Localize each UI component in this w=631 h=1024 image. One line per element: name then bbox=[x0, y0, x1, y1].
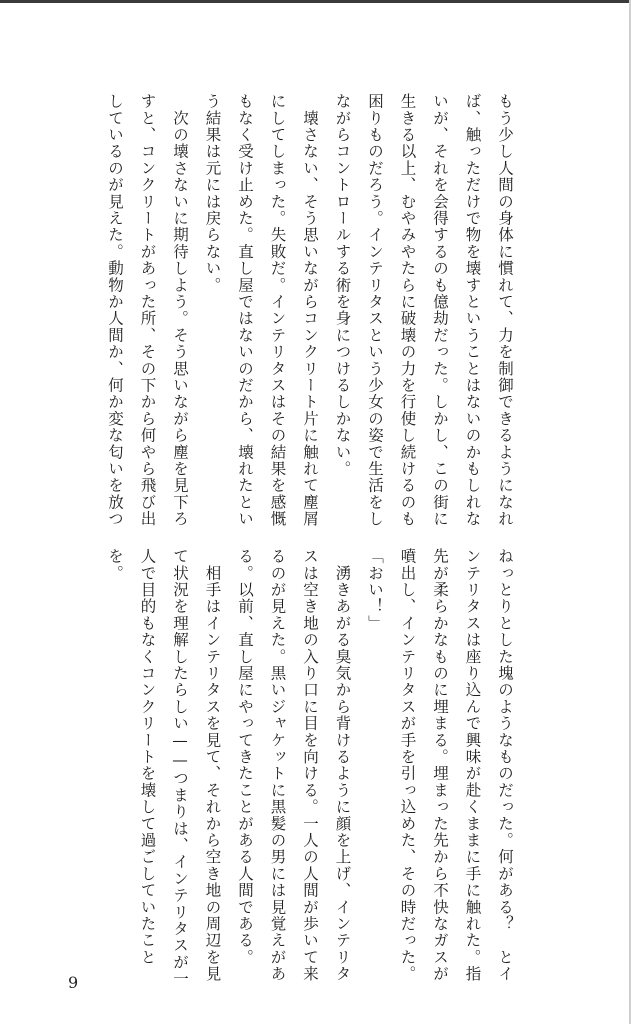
lower-text-block bbox=[99, 548, 522, 988]
text-line: 相手はインテリタスを見て、それから空き地の周辺を見 bbox=[203, 548, 222, 983]
text-line: 人で目的もなくコンクリートを壊して過ごしていたこと bbox=[138, 548, 157, 966]
text-line: いが、それを会得するのも億劫だった。しかし、この街に bbox=[431, 93, 449, 528]
page-number: 9 bbox=[68, 973, 79, 992]
top-border bbox=[0, 0, 631, 3]
text-line: ンテリタスは座り込んで興味が赴くままに手に触れた。指 bbox=[463, 548, 482, 983]
text-line: 次の壊さないに期待しよう。そう思いながら塵を見下ろ bbox=[171, 93, 189, 528]
text-line: 湧きあがる臭気から背けるように顔を上げ、インテリタ bbox=[333, 548, 352, 983]
text-line: 困りものだろう。インテリタスという少女の姿で生活をし bbox=[366, 93, 384, 528]
text-line: う結果は元には戻らない。 bbox=[203, 93, 222, 294]
text-line: ば、触っただけで物を壊すということはないのかもしれな bbox=[463, 93, 482, 528]
text-line: しているのが見えた。動物か人間か、何か変な匂いを放つ bbox=[106, 93, 124, 528]
text-line: ながらコントロールする術を身につけるしかない。 bbox=[333, 93, 352, 478]
text-line: 噴出し、インテリタスが手を引っ込めた、その時だった。 bbox=[398, 548, 417, 983]
text-line: て状況を理解したらしい——つまりは、インテリタスが一 bbox=[171, 548, 189, 988]
text-line: る。以前、直し屋にやってきたことがある人間である。 bbox=[236, 548, 254, 966]
text-line: 「おい！」 bbox=[366, 548, 384, 632]
text-line: スは空き地の入り口に目を向ける。一人の人間が歩いて来 bbox=[301, 548, 319, 983]
text-line: 壊さない、そう思いながらコンクリート片に触れて塵屑 bbox=[301, 93, 319, 528]
text-line: もう少し人間の身体に慣れて、力を制御できるようになれ bbox=[496, 93, 514, 528]
text-line: すと、コンクリートがあった所、その下から何やら飛び出 bbox=[138, 93, 157, 528]
text-line: 生きる以上、むやみやたらに破壊の力を行使し続けるのも bbox=[398, 93, 417, 528]
text-line: を。 bbox=[106, 548, 124, 582]
text-line: 先が柔らかなものに埋まる。埋まった先から不快なガスが bbox=[431, 548, 449, 983]
text-line: もなく受け止めた。直し屋ではないのだから、壊れたとい bbox=[236, 93, 254, 528]
text-line: るのが見えた。黒いジャケットに黒髪の男には見覚えがあ bbox=[268, 548, 287, 983]
upper-text-block bbox=[99, 93, 522, 528]
text-line: ねっとりとした塊のようなものだった。何がある？ とイ bbox=[496, 548, 514, 983]
text-line: にしてしまった。失敗だ。インテリタスはその結果を感慨 bbox=[268, 93, 287, 528]
